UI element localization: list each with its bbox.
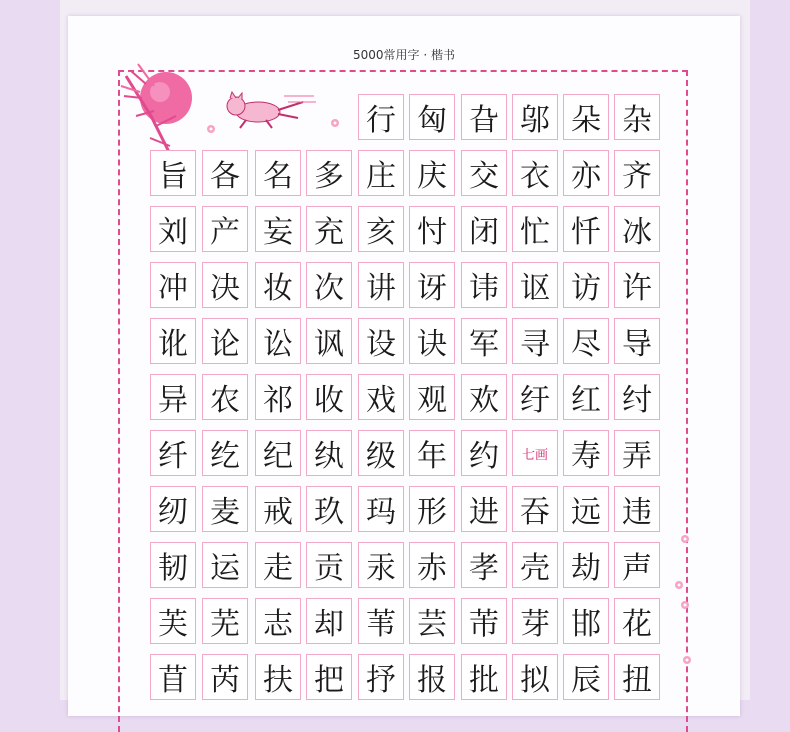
character-cell: 级 [358,430,404,476]
character-cell: 壳 [512,542,558,588]
page-header: 5000常用字 · 楷书 [353,48,455,62]
flower-icon [674,580,684,590]
character-cell: 齐 [614,150,660,196]
character-cell: 杂 [614,94,660,140]
character-cell: 忖 [409,206,455,252]
character-cell: 军 [461,318,507,364]
character-cell: 讴 [512,262,558,308]
character-cell: 贡 [306,542,352,588]
copybook-page [68,16,740,716]
character-cell: 戏 [358,374,404,420]
character-cell: 亥 [358,206,404,252]
character-cell: 运 [202,542,248,588]
character-cell: 纥 [202,430,248,476]
flower-icon [206,124,216,134]
character-cell: 交 [461,150,507,196]
character-cell: 名 [255,150,301,196]
character-cell: 访 [563,262,609,308]
character-cell: 纤 [150,430,196,476]
character-cell: 形 [409,486,455,532]
character-cell: 年 [409,430,455,476]
character-cell: 讶 [409,262,455,308]
character-cell: 纣 [614,374,660,420]
character-cell: 寻 [512,318,558,364]
character-cell: 玖 [306,486,352,532]
character-cell: 芽 [512,598,558,644]
character-cell: 纨 [306,430,352,476]
character-cell: 把 [306,654,352,700]
character-cell: 走 [255,542,301,588]
character-cell: 讽 [306,318,352,364]
character-cell: 观 [409,374,455,420]
character-cell: 刘 [150,206,196,252]
character-cell: 孝 [461,542,507,588]
character-cell: 吞 [512,486,558,532]
character-cell: 纡 [512,374,558,420]
character-cell: 忏 [563,206,609,252]
character-cell: 讲 [358,262,404,308]
character-cell: 苇 [358,598,404,644]
character-cell: 却 [306,598,352,644]
character-cell: 讼 [255,318,301,364]
character-cell: 辰 [563,654,609,700]
character-cell: 邯 [563,598,609,644]
character-cell: 导 [614,318,660,364]
character-cell: 旮 [461,94,507,140]
character-cell: 收 [306,374,352,420]
character-cell: 进 [461,486,507,532]
character-cell: 妆 [255,262,301,308]
character-cell: 衣 [512,150,558,196]
running-cat-illustration [218,88,318,130]
character-cell: 旨 [150,150,196,196]
character-cell: 芜 [202,598,248,644]
character-cell: 戒 [255,486,301,532]
character-cell: 祁 [255,374,301,420]
character-cell: 朵 [563,94,609,140]
flower-icon [680,534,690,544]
stroke-count-label: 七画 [512,430,558,476]
character-cell: 扭 [614,654,660,700]
character-cell: 讹 [150,318,196,364]
character-cell: 尽 [563,318,609,364]
flower-icon [330,118,340,128]
character-cell: 违 [614,486,660,532]
character-cell: 邬 [512,94,558,140]
character-cell: 产 [202,206,248,252]
character-cell: 闭 [461,206,507,252]
character-cell: 批 [461,654,507,700]
character-cell: 劫 [563,542,609,588]
character-cell: 扶 [255,654,301,700]
character-cell: 诀 [409,318,455,364]
character-cell: 弄 [614,430,660,476]
character-cell: 行 [358,94,404,140]
character-cell: 纫 [150,486,196,532]
character-cell: 红 [563,374,609,420]
character-cell: 异 [150,374,196,420]
character-cell: 花 [614,598,660,644]
character-cell: 芮 [202,654,248,700]
character-cell: 冰 [614,206,660,252]
character-cell: 论 [202,318,248,364]
character-cell: 匈 [409,94,455,140]
character-cell: 报 [409,654,455,700]
character-cell: 冲 [150,262,196,308]
character-cell: 芙 [150,598,196,644]
character-cell: 妄 [255,206,301,252]
character-cell: 各 [202,150,248,196]
character-cell: 讳 [461,262,507,308]
character-cell: 庄 [358,150,404,196]
character-cell: 约 [461,430,507,476]
character-cell: 寿 [563,430,609,476]
character-cell: 玛 [358,486,404,532]
character-cell: 抒 [358,654,404,700]
character-cell: 拟 [512,654,558,700]
character-cell: 农 [202,374,248,420]
character-cell: 欢 [461,374,507,420]
character-cell: 志 [255,598,301,644]
character-cell: 芾 [461,598,507,644]
character-cell: 远 [563,486,609,532]
flower-icon [680,600,690,610]
character-cell: 忙 [512,206,558,252]
character-cell: 多 [306,150,352,196]
flower-icon [682,655,692,665]
character-cell: 充 [306,206,352,252]
character-cell: 庆 [409,150,455,196]
character-cell: 麦 [202,486,248,532]
character-cell: 苜 [150,654,196,700]
character-cell: 芸 [409,598,455,644]
character-cell: 韧 [150,542,196,588]
character-cell: 纪 [255,430,301,476]
character-cell: 设 [358,318,404,364]
character-cell: 汞 [358,542,404,588]
character-cell: 许 [614,262,660,308]
character-cell: 亦 [563,150,609,196]
character-cell: 赤 [409,542,455,588]
character-cell: 决 [202,262,248,308]
character-cell: 声 [614,542,660,588]
character-cell: 次 [306,262,352,308]
